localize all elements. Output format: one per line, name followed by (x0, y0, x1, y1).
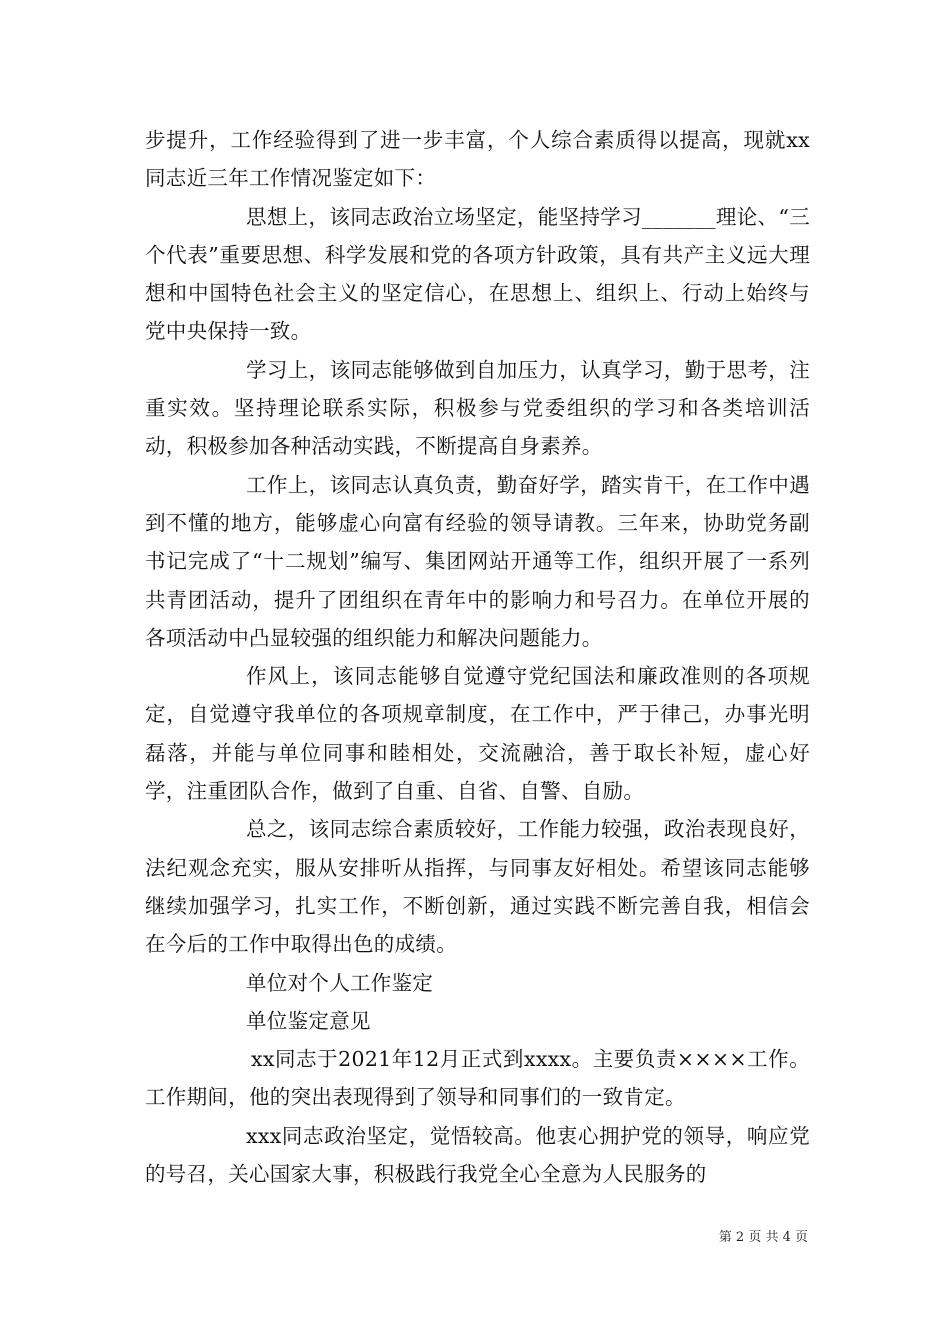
document-body (145, 121, 810, 1193)
paragraph-intro-continuation: 步提升，工作经验得到了进一步丰富，个人综合素质得以提高，现就xx同志近三年工作情况鉴定如下： (145, 128, 810, 191)
paragraph-conduct: 作风上，该同志能够自觉遵守党纪国法和廉政准则的各项规定，自觉遵守我单位的各项规章制度，在工作中，严于律己，办事光明磊落，并能与单位同事和睦相处，交流融洽，善于取长补短，虚心好学，注重团队合作，做到了自重、自省、自警、自励。 (145, 664, 810, 804)
paragraph-work: 工作上，该同志认真负责，勤奋好学，踏实肯干，在工作中遇到不懂的地方，能够虚心向富有经验的领导请教。三年来，协助党务副书记完成了“十二规划”编写、集团网站开通等工作，组织开展了一系列共青团活动，提升了团组织在青年中的影响力和号召力。在单位开展的各项活动中凸显较强的组织能力和解决问题能力。 (145, 472, 810, 650)
paragraph-start-date: xx同志于2021年12月正式到xxxx。主要负责××××工作。工作期间，他的突出表现得到了领导和同事们的一致肯定。 (145, 1047, 810, 1110)
paragraph-summary: 总之，该同志综合素质较好，工作能力较强，政治表现良好，法纪观念充实，服从安排听从指挥，与同事友好相处。希望该同志能够继续加强学习，扎实工作，不断创新，通过实践不断完善自我，相信会在今后的工作中取得出色的成绩。 (145, 817, 810, 957)
paragraph-political: xxx同志政治坚定，觉悟较高。他衷心拥护党的领导，响应党的号召，关心国家大事，积极践行我党全心全意为人民服务的 (145, 1123, 810, 1187)
page-number-footer: 第 2 页 共 4 页 (718, 1230, 808, 1245)
paragraph-study: 学习上，该同志能够做到自加压力，认真学习，勤于思考，注重实效。坚持理论联系实际，积极参与党委组织的学习和各类培训活动，积极参加各种活动实践，不断提高自身素养。 (145, 357, 810, 459)
paragraph-ideology: 思想上，该同志政治立场坚定，能坚持学习_______理论、“三个代表”重要思想、科学发展和党的各项方针政策，具有共产主义远大理想和中国特色社会主义的坚定信心，在思想上、组织上、行动上始终与党中央保持一致。 (145, 204, 810, 344)
section-heading-unit-appraisal: 单位对个人工作鉴定 (246, 970, 434, 995)
section-heading-unit-opinion: 单位鉴定意见 (246, 1008, 371, 1033)
